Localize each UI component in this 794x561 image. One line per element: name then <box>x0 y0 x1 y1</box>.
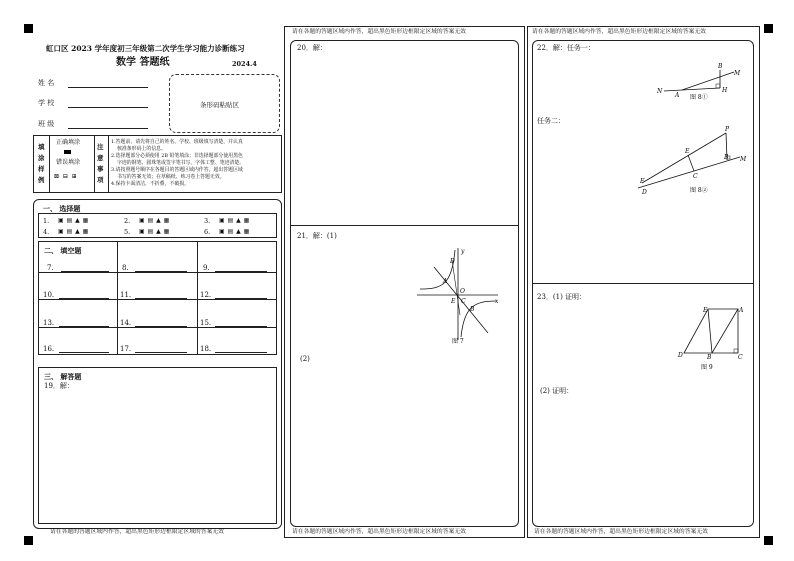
choice-row-1 <box>43 217 273 226</box>
blank-number: 9. <box>203 264 210 272</box>
fig7-label-x: x <box>495 298 499 305</box>
blank-answer[interactable] <box>135 352 187 353</box>
q22-divider <box>532 283 754 284</box>
fig82-label-F: F <box>640 178 645 185</box>
fig81-label-H: H <box>722 87 728 94</box>
q23-part2-label: (2) 证明： <box>540 387 574 395</box>
q19-label: 19．解： <box>44 382 74 390</box>
notes-side-label: 注意事项 <box>97 143 104 184</box>
fig81-label-N: N <box>657 88 663 95</box>
figure-9 <box>676 304 748 372</box>
class-label: 班 级 <box>38 120 55 128</box>
note-line: 2.选择题部分必须使用 2B 铅笔填涂；非选择题部分使用黑色 <box>111 153 243 159</box>
q22-label: 22．解：任务一： <box>537 44 595 52</box>
figure-8-1 <box>654 62 746 102</box>
choice-qno: 2. <box>124 217 131 225</box>
fig82-line-FP <box>642 133 726 183</box>
fig82-label-P: P <box>725 126 730 133</box>
fig9-label-E: E <box>703 307 708 314</box>
school-label: 学 校 <box>38 99 55 107</box>
choice-qno: 4. <box>43 228 50 236</box>
fig7-hyperbola-upper <box>420 250 455 289</box>
grid-hline <box>39 299 276 300</box>
fig9-label-A: A <box>739 307 744 314</box>
blank-number: 17. <box>120 345 132 353</box>
blank-answer[interactable] <box>215 298 267 299</box>
choice-bubbles[interactable]: ▣ ▤ ▲ ▦ <box>58 228 89 235</box>
section2-title: 二、 填空题 <box>44 246 82 255</box>
wrong-fill-marks: ⊠ ⊟ ⊞ <box>54 173 78 180</box>
blank-number: 7. <box>47 264 54 272</box>
choice-bubbles[interactable]: ▣ ▤ ▲ ▦ <box>219 228 250 235</box>
grid-vline <box>117 242 118 354</box>
instructions-box <box>33 135 282 193</box>
correct-fill-mark <box>64 150 71 154</box>
fig7-label-A: A <box>443 278 448 285</box>
blank-number: 14. <box>120 319 132 327</box>
blank-number: 12. <box>200 291 212 299</box>
fig82-label-B: B <box>724 154 729 161</box>
blank-answer[interactable] <box>61 271 109 272</box>
notes-divider <box>94 136 95 192</box>
notes-divider-2 <box>108 136 109 192</box>
footer-warning-col3: 请在各题的答题区域内作答，超出黑色矩形边框限定区域的答案无效 <box>534 529 708 535</box>
subject-title: 数学 答题纸 <box>116 57 170 68</box>
school-field[interactable] <box>68 107 148 108</box>
fig82-caption: 图 8② <box>690 187 708 194</box>
note-line: 1.答题前，请先将自己的姓名、学校、班级填写清楚，并认真 <box>111 139 243 145</box>
exam-date: 2024.4 <box>232 60 257 68</box>
page-title: 虹口区 2023 学年度初三年级第二次学生学习能力诊断练习 <box>46 44 245 53</box>
fig7-caption: 图 7 <box>452 338 464 345</box>
blank-answer[interactable] <box>59 298 109 299</box>
fill-example-divider <box>49 136 50 192</box>
fig82-label-D: D <box>642 189 647 196</box>
blank-number: 8. <box>122 264 129 272</box>
grid-hline <box>39 327 276 328</box>
blank-answer[interactable] <box>59 326 109 327</box>
fig7-label-E: E <box>451 298 456 305</box>
task2-label: 任务二： <box>537 117 565 125</box>
choice-grid <box>38 213 277 238</box>
fig81-label-B: B <box>718 63 723 70</box>
correct-fill-label: 正确填涂 <box>56 139 81 146</box>
blank-number: 13. <box>43 319 55 327</box>
choice-bubbles[interactable]: ▣ ▤ ▲ ▦ <box>139 217 170 224</box>
q21-part2-label: (2) <box>300 355 310 363</box>
choice-qno: 1. <box>43 217 50 225</box>
blank-answer[interactable] <box>215 271 267 272</box>
barcode-area <box>169 74 280 133</box>
fig7-label-C: C <box>461 298 466 305</box>
registration-mark-bottom-left <box>24 536 33 545</box>
wrong-fill-label: 错误填涂 <box>56 159 81 166</box>
note-line: 4.保持卡面清洁，不折叠，不破损。 <box>111 181 190 187</box>
fig9-label-C: C <box>738 354 743 361</box>
grid-hline <box>39 272 276 273</box>
blank-answer[interactable] <box>215 326 267 327</box>
registration-mark-bottom-right <box>764 536 773 545</box>
choice-qno: 5. <box>124 228 131 236</box>
note-line: 书写的答案无效；在草稿纸、练习卷上答题无效。 <box>117 174 225 180</box>
section1-title: 一、 选择题 <box>43 204 81 213</box>
name-label: 姓 名 <box>38 79 55 87</box>
fig7-label-O: O <box>460 288 465 295</box>
fig9-label-B: B <box>707 354 712 361</box>
blank-answer[interactable] <box>135 271 187 272</box>
q20-label: 20．解： <box>297 44 327 52</box>
fig82-label-C: C <box>693 173 698 180</box>
q20-divider <box>290 225 519 226</box>
fig9-segment-EB <box>708 309 712 353</box>
fig9-label-D: D <box>678 352 683 359</box>
choice-row-2 <box>43 228 273 237</box>
choice-qno: 3. <box>204 217 211 225</box>
fig82-line-DM <box>638 157 740 188</box>
note-line: 字迹的钢笔、圆珠笔或签字笔书写，字体工整、笔迹清楚。 <box>117 160 245 166</box>
fill-in-grid <box>38 241 277 355</box>
fig81-right-angle <box>716 84 720 88</box>
blank-number: 15. <box>200 319 212 327</box>
fig7-label-y: y <box>461 248 465 255</box>
fig81-caption: 图 8① <box>690 94 708 101</box>
solution-box-19[interactable] <box>38 367 277 524</box>
q23-part1-label: 23．(1) 证明： <box>537 293 587 301</box>
note-line: 核准条形码上的信息。 <box>117 146 166 152</box>
blank-answer[interactable] <box>135 298 187 299</box>
fig7-line-2 <box>452 260 460 315</box>
footer-warning-col2: 请在各题的答题区域内作答，超出黑色矩形边框限定区域的答案无效 <box>292 529 466 535</box>
fig81-label-A: A <box>675 92 680 99</box>
fig82-label-M: M <box>740 156 747 163</box>
fig81-segment-NA <box>664 90 682 91</box>
header-warning-col2: 请在各题的答题区域内作答，超出黑色矩形边框限定区域的答案无效 <box>292 29 466 35</box>
fig7-label-D: D <box>450 258 455 265</box>
figure-8-2 <box>632 126 750 198</box>
registration-mark-top-right <box>764 24 773 33</box>
choice-bubbles[interactable]: ▣ ▤ ▲ ▦ <box>139 228 170 235</box>
choice-bubbles[interactable]: ▣ ▤ ▲ ▦ <box>58 217 89 224</box>
fill-example-side-label: 填涂样例 <box>38 143 45 184</box>
blank-number: 11. <box>120 291 132 299</box>
registration-mark-top-left <box>24 24 33 33</box>
header-warning-col3: 请在各题的答题区域内作答，超出黑色矩形边框限定区域的答案无效 <box>532 29 706 35</box>
class-field[interactable] <box>68 128 148 129</box>
blank-answer[interactable] <box>59 352 109 353</box>
fig81-label-M: M <box>734 70 741 77</box>
fig82-segment-EC <box>688 155 694 171</box>
fig82-label-E: E <box>685 148 690 155</box>
note-line: 3.请按照题号顺序在各题目的答题区域内作答，超出答题区域 <box>111 167 243 173</box>
choice-qno: 6. <box>204 228 211 236</box>
blank-number: 18. <box>200 345 212 353</box>
grid-vline <box>197 242 198 354</box>
blank-answer[interactable] <box>135 326 187 327</box>
footer-warning-col1: 请在各题的答题区域内作答，超出黑色矩形边框限定区域的答案无效 <box>50 529 224 535</box>
fig9-right-angle <box>734 349 738 353</box>
blank-answer[interactable] <box>215 352 267 353</box>
name-field[interactable] <box>68 87 148 88</box>
section3-title: 三、 解答题 <box>44 372 82 381</box>
notes-list <box>111 139 244 188</box>
barcode-label: 条形码粘贴区 <box>200 101 239 109</box>
fig9-caption: 图 9 <box>701 364 713 371</box>
fig7-label-B: B <box>470 306 475 313</box>
blank-number: 10. <box>43 291 55 299</box>
choice-bubbles[interactable]: ▣ ▤ ▲ ▦ <box>219 217 250 224</box>
q21-label: 21．解：(1) <box>297 232 337 240</box>
blank-number: 16. <box>43 345 55 353</box>
figure-7 <box>412 245 502 345</box>
